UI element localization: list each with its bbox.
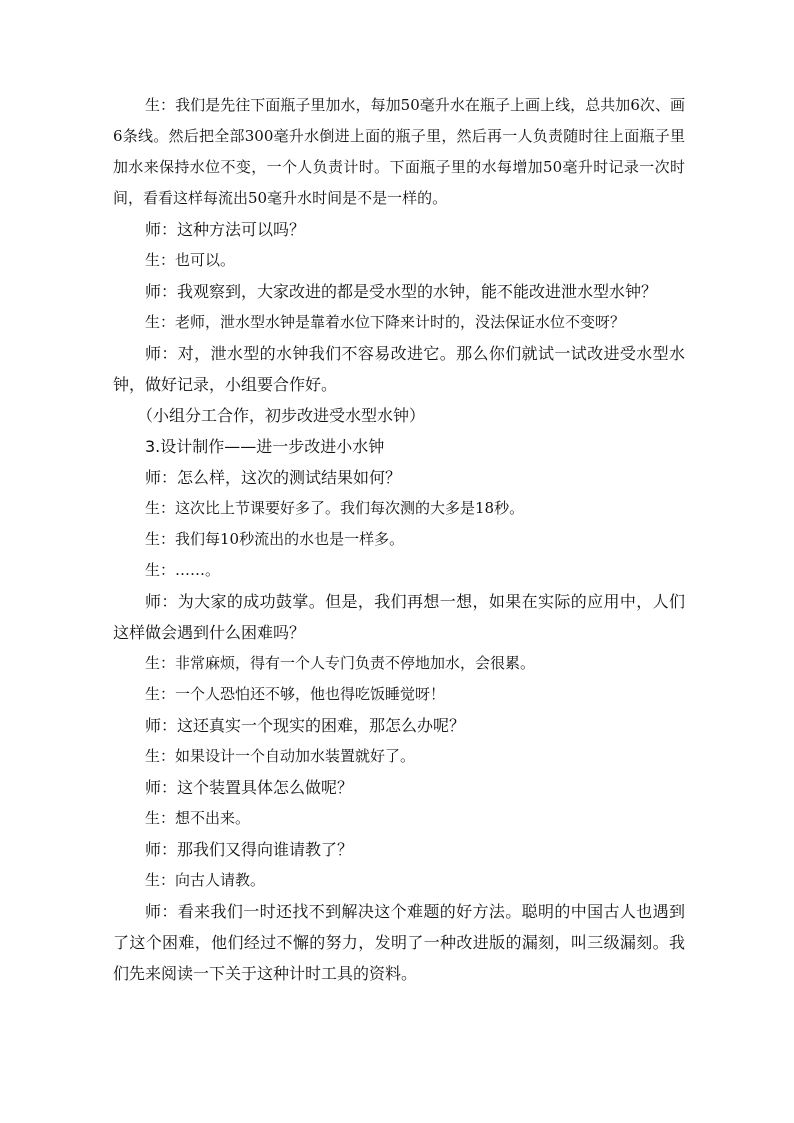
teacher-question-result: 师：怎么样，这次的测试结果如何？	[145, 468, 402, 487]
student-reply-sleep: 生：一个人恐怕还不够，他也得吃饭睡觉呀！	[145, 685, 446, 703]
student-reply-yes: 生：也可以。	[145, 251, 236, 269]
student-reply-method: 生：我们是先往下面瓶子里加水，每加50毫升水在瓶子上画上线，总共加6次、画6条线。然后把全部300毫升水倒进上面的瓶子里，然后再一人负责随时往上面瓶子里加水来保持水位不变，一个人负责计时。下面瓶子里的水每增加50毫升时记录一次时间，看看这样每流出50毫升水时间是不是一样的。	[113, 96, 685, 207]
student-reply-auto: 生：如果设计一个自动加水装置就好了。	[145, 747, 416, 765]
student-reply-10s: 生：我们每10秒流出的水也是一样多。	[145, 530, 405, 548]
teacher-question-ask: 师：那我们又得向谁请教了？	[145, 840, 354, 859]
document-page	[113, 90, 685, 989]
student-reply-ancients: 生：向古人请教。	[145, 871, 266, 889]
student-reply-18s: 生：这次比上节课要好多了。我们每次测的大多是18秒。	[145, 499, 525, 517]
teacher-question-device: 师：这个装置具体怎么做呢？	[145, 778, 354, 797]
student-reply-trouble: 生：非常麻烦，得有一个人专门负责不停地加水，会很累。	[145, 654, 536, 672]
teacher-instruction: 师：对，泄水型的水钟我们不容易改进它。那么你们就试一试改进受水型水钟，做好记录，小组要合作好。	[113, 344, 685, 394]
student-reply-drain: 生：老师，泄水型水钟是靠着水位下降来计时的，没法保证水位不变呀？	[145, 313, 626, 331]
student-reply-unknown: 生：想不出来。	[145, 809, 251, 827]
teacher-question-method: 师：这种方法可以吗？	[145, 220, 306, 239]
teacher-conclusion: 师：看来我们一时还找不到解决这个难题的好方法。聪明的中国古人也遇到了这个困难，他们经过不懈的努力，发明了一种改进版的漏刻，叫三级漏刻。我们先来阅读一下关于这种计时工具的资料。	[113, 902, 685, 983]
teacher-observation: 师：我观察到，大家改进的都是受水型的水钟，能不能改进泄水型水钟？	[145, 282, 658, 301]
stage-direction: （小组分工合作，初步改进受水型水钟）	[137, 406, 426, 425]
section-heading: 3.设计制作——进一步改进小水钟	[145, 437, 385, 456]
teacher-question-how: 师：这还真实一个现实的困难，那怎么办呢？	[145, 716, 466, 735]
teacher-applause: 师：为大家的成功鼓掌。但是，我们再想一想，如果在实际的应用中，人们这样做会遇到什么困难吗？	[113, 592, 685, 642]
student-reply-ellipsis: 生：……。	[145, 561, 221, 579]
